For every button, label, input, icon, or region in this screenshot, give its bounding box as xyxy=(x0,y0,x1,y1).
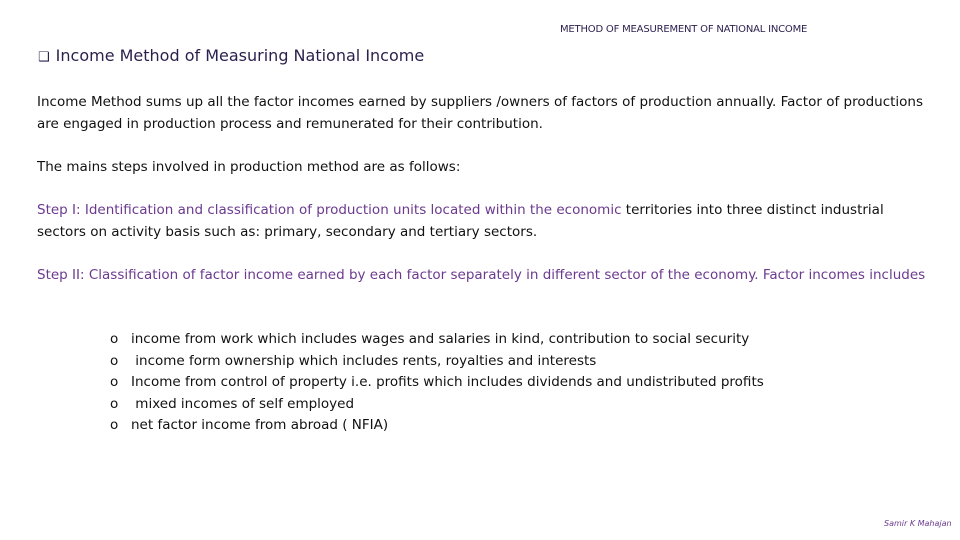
slide-title-text: Income Method of Measuring National Income xyxy=(55,46,425,65)
step2-paragraph: Step II: Classification of factor income earned by each factor separately in different sector of the economy. Factor incomes includes xyxy=(37,267,926,283)
step1-rest-text: territories into three distinct industrial sectors on activity basis such as: primary, secondary and tertiary sectors. xyxy=(37,202,884,240)
bullet-marker: o xyxy=(110,417,119,433)
slide-title xyxy=(38,46,424,65)
list-item-text: mixed incomes of self employed xyxy=(131,395,355,412)
list-item xyxy=(110,351,764,373)
factor-income-list xyxy=(110,329,764,437)
list-item xyxy=(110,415,764,437)
step1-highlight-text: Step I: Identification and classification of production units located within the economic xyxy=(37,202,622,218)
steps-intro-paragraph: The mains steps involved in production method are as follows: xyxy=(37,159,461,175)
list-item-text: income form ownership which includes rents, royalties and interests xyxy=(131,352,597,369)
slide-header-caption: METHOD OF MEASUREMENT OF NATIONAL INCOME xyxy=(560,24,808,35)
checkbox-bullet-icon: ❑ xyxy=(38,50,50,65)
bullet-marker: o xyxy=(110,374,119,390)
list-item xyxy=(110,329,764,351)
list-item-text: income from work which includes wages and salaries in kind, contribution to social security xyxy=(131,331,750,347)
list-item xyxy=(110,394,764,416)
author-signature: Samir K Mahajan xyxy=(884,519,952,528)
list-item xyxy=(110,372,764,394)
bullet-marker: o xyxy=(110,331,119,347)
bullet-marker: o xyxy=(110,395,119,412)
intro-paragraph: Income Method sums up all the factor incomes earned by suppliers /owners of factors of production annually. Factor of productions are engaged in production process and remunerated for their contribution. xyxy=(37,94,924,132)
list-item-text: Income from control of property i.e. profits which includes dividends and undistributed profits xyxy=(131,374,764,390)
list-item-text: net factor income from abroad ( NFIA) xyxy=(131,417,389,433)
step1-paragraph xyxy=(37,199,927,243)
bullet-marker: o xyxy=(110,352,119,369)
